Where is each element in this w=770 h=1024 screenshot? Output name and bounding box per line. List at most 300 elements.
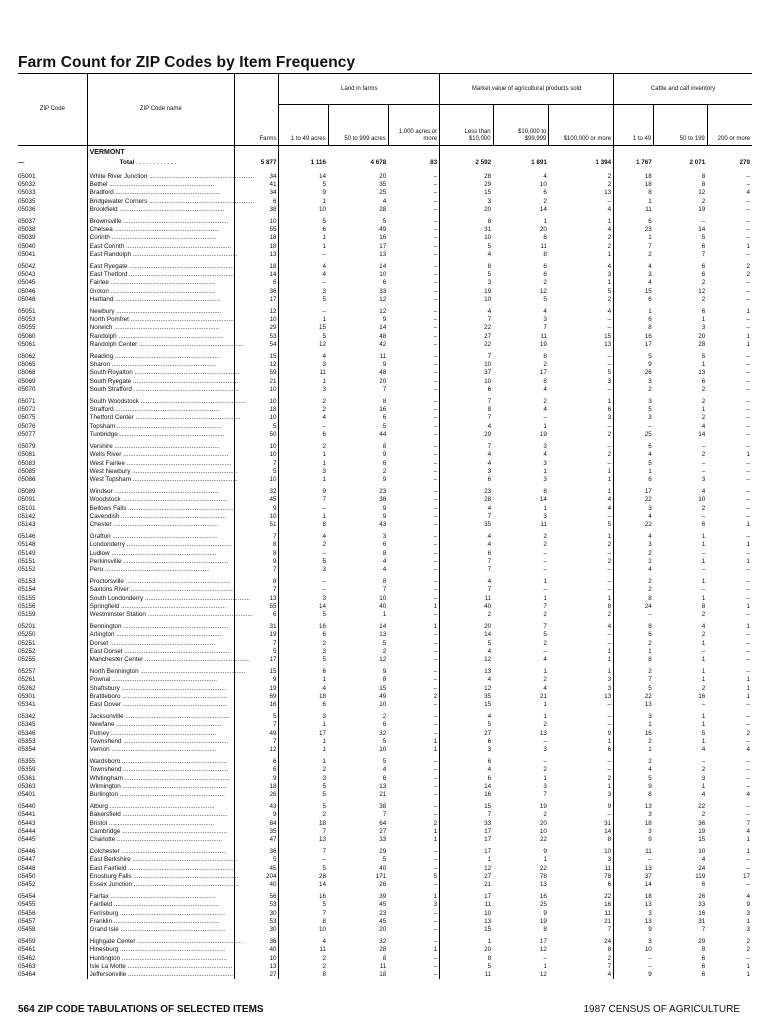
value-cell: 8 — [614, 324, 654, 332]
value-cell: – — [433, 729, 438, 737]
state-name: VERMONT — [87, 146, 234, 158]
zip-code-cell: 05401 — [18, 791, 36, 799]
value-cell: 5 — [279, 333, 328, 341]
value-cell: 22 — [539, 836, 547, 844]
value-cell: 14 — [698, 430, 706, 438]
dot-leader: ............................................................ — [143, 655, 250, 663]
dot-leader: ............................................................ — [137, 340, 244, 348]
value-cell: 6 — [234, 198, 279, 206]
table-row — [18, 918, 752, 926]
value-cell: 1 — [433, 946, 438, 954]
value-cell: – — [746, 316, 750, 324]
zip-name-cell: Bellows Falls ............................................................ — [87, 505, 234, 513]
zip-name-cell: Randolph ............................................................ — [87, 333, 234, 341]
value-cell: 16 — [279, 623, 328, 631]
zip-name-cell: East Ryegate ............................................................ — [87, 263, 234, 271]
value-cell: – — [614, 955, 654, 963]
value-cell: 1 — [746, 308, 750, 316]
value-cell: 13 — [614, 803, 654, 811]
value-cell: – — [433, 279, 438, 287]
dot-leader: ............................................................ — [112, 324, 220, 332]
value-cell: 11 — [614, 848, 654, 856]
value-cell: 22 — [614, 693, 654, 701]
value-cell: 8 — [279, 918, 328, 926]
value-cell: 24 — [604, 938, 612, 946]
value-cell: 9 — [614, 361, 654, 369]
value-cell: 1 — [279, 721, 328, 729]
value-cell: 6 — [701, 971, 706, 979]
zip-name-cell: West Newbury ............................................................ — [87, 468, 234, 476]
value-cell: 2 — [614, 586, 654, 594]
zip-name-cell: Reading ............................................................ — [87, 353, 234, 361]
zip-code-cell: 05035 — [18, 197, 36, 205]
value-cell: 1 — [607, 647, 612, 655]
value-cell: 16 — [614, 333, 654, 341]
zip-name-cell: East Fairfield ............................................................ — [87, 865, 234, 873]
table-row — [18, 234, 752, 242]
value-cell: 1 — [614, 746, 654, 754]
value-cell: 18 — [614, 173, 654, 181]
value-cell: – — [433, 586, 438, 594]
value-cell: – — [433, 443, 438, 451]
value-cell: – — [433, 316, 438, 324]
value-cell: 4 — [440, 251, 494, 259]
dot-leader: ............................................................ — [131, 475, 238, 483]
value-cell: 1 — [607, 467, 612, 475]
dot-leader: ............................................................ — [113, 406, 221, 414]
value-cell: – — [746, 361, 750, 369]
zip-code-cell: 05071 — [18, 398, 36, 406]
zip-code-cell: 05363 — [18, 782, 36, 790]
value-cell: 7 — [234, 721, 279, 729]
dot-leader: ............................................................ — [126, 971, 233, 979]
value-cell: 1 — [543, 713, 547, 721]
dot-leader: ............................................................ — [132, 881, 239, 889]
value-cell: 16 — [234, 701, 279, 709]
value-cell: 6 — [279, 701, 328, 709]
value-cell: 2 — [543, 811, 547, 819]
value-cell: 4 — [614, 766, 654, 774]
table-row — [18, 521, 752, 529]
dot-leader: ............................................................ — [123, 713, 231, 721]
value-cell: 2 — [382, 647, 387, 655]
value-cell: 11 — [604, 909, 612, 917]
value-cell: 17 — [440, 893, 494, 901]
value-cell: 2 — [279, 443, 328, 451]
value-cell: – — [746, 250, 750, 258]
zip-code-cell: 05053 — [18, 316, 36, 324]
value-cell: 9 — [234, 676, 279, 684]
value-cell: 6 — [701, 954, 706, 962]
value-cell: 11 — [379, 962, 387, 970]
value-cell: 27 — [234, 971, 279, 979]
value-cell: – — [433, 205, 438, 213]
value-cell: 2 — [440, 611, 494, 619]
table-row — [18, 836, 752, 844]
value-cell: 1 — [701, 639, 706, 647]
table-row — [18, 263, 752, 271]
total-row: — Total . . . . . . . . . . . . 5 877 1 116 4 678 83 2 592 1 891 1 394 1 767 2 071 279 — [18, 157, 752, 169]
value-cell: – — [433, 414, 438, 422]
total-value: 5 877 — [234, 157, 279, 169]
dot-leader: ............................................................ — [131, 385, 239, 393]
value-cell: 15 — [234, 668, 279, 676]
value-cell: 6 — [234, 758, 279, 766]
dot-leader: ............................................................ — [126, 504, 234, 512]
value-cell: 5 — [382, 856, 387, 864]
value-cell: 5 — [701, 234, 706, 242]
value-cell: 12 — [440, 685, 494, 693]
value-cell: 21 — [440, 881, 494, 889]
value-cell: 2 — [701, 811, 706, 819]
zip-name-header: ZIP Code name — [87, 74, 234, 146]
zip-name-cell: Townshend ............................................................ — [87, 766, 234, 774]
value-cell: 16 — [614, 730, 654, 738]
value-cell: – — [607, 811, 612, 819]
cattle-col-header: 1 to 49 — [614, 105, 654, 146]
value-cell: 18 — [614, 181, 654, 189]
value-cell: – — [433, 242, 438, 250]
zip-name-cell: Chelsea ............................................................ — [87, 226, 234, 234]
dot-leader: ............................................................ — [114, 308, 222, 316]
value-cell: 19 — [539, 803, 547, 811]
table-row — [18, 693, 752, 701]
value-cell: 2 — [543, 398, 547, 406]
value-cell: 47 — [234, 836, 279, 844]
value-cell: – — [433, 189, 438, 197]
value-cell: 11 — [440, 971, 494, 979]
value-cell: 1 — [279, 476, 328, 484]
dot-leader: ............................................................ — [119, 602, 227, 610]
value-cell: 6 — [234, 611, 279, 619]
dot-leader: ............................................................ — [147, 173, 255, 180]
value-cell: 3 — [279, 386, 328, 394]
zip-name-cell: Charlotte ............................................................ — [87, 836, 234, 844]
zip-code-cell: 05252 — [18, 647, 36, 655]
value-cell: 8 — [607, 602, 612, 610]
table-row — [18, 738, 752, 746]
zip-name-cell: Essex Junction ............................................................ — [87, 881, 234, 889]
zip-name-cell: Springfield ............................................................ — [87, 603, 234, 611]
value-cell: – — [701, 218, 706, 226]
table-row — [18, 251, 752, 259]
value-cell: 22 — [604, 893, 612, 901]
zip-code-cell: 05101 — [18, 504, 36, 512]
value-cell: 37 — [614, 873, 654, 881]
value-cell: – — [433, 856, 438, 864]
value-cell: 1 — [433, 836, 438, 844]
value-cell: 4 — [746, 746, 750, 753]
zip-name-cell: Townshend ............................................................ — [87, 738, 234, 746]
value-cell: 15 — [698, 836, 706, 844]
value-cell: 4 — [279, 685, 328, 693]
value-cell: 4 — [279, 938, 328, 946]
zip-code-cell: 05061 — [18, 340, 36, 348]
table-row — [18, 460, 752, 468]
value-cell: 1 — [614, 234, 654, 242]
value-cell: 21 — [234, 378, 279, 386]
zip-code-cell: 05070 — [18, 385, 36, 393]
value-cell: 3 — [614, 414, 654, 422]
value-cell: 12 — [440, 656, 494, 664]
value-cell: – — [543, 549, 547, 557]
value-cell: 3 — [543, 443, 547, 451]
value-cell: 32 — [379, 938, 387, 946]
zip-code-cell: 05457 — [18, 917, 36, 925]
value-cell: – — [433, 676, 438, 684]
value-cell: 5 — [382, 218, 387, 226]
zip-name-cell: Fairfield ............................................................ — [87, 901, 234, 909]
value-cell: 3 — [746, 926, 750, 934]
value-cell: 3 — [701, 324, 706, 332]
value-cell: 4 — [614, 263, 654, 271]
value-cell: 49 — [234, 730, 279, 738]
table-row — [18, 566, 752, 574]
value-cell: 18 — [234, 406, 279, 414]
table-row — [18, 353, 752, 361]
dot-leader: ............................................................ — [120, 782, 228, 790]
value-cell: 5 — [279, 181, 328, 189]
value-cell: 10 — [539, 181, 547, 189]
zip-name-cell: Wilmington ............................................................ — [87, 783, 234, 791]
value-cell: 7 — [234, 640, 279, 648]
value-cell: 1 — [746, 340, 750, 348]
value-cell: 11 — [440, 901, 494, 909]
value-cell: 4 — [279, 263, 328, 271]
value-cell: 2 — [543, 766, 547, 774]
value-cell: – — [433, 496, 438, 504]
value-cell: – — [746, 586, 750, 594]
value-cell: 12 — [234, 308, 279, 316]
table-row — [18, 496, 752, 504]
value-cell: – — [433, 594, 438, 602]
value-cell: 10 — [614, 946, 654, 954]
value-cell: 3 — [614, 505, 654, 513]
zip-code-cell: 05444 — [18, 827, 36, 835]
value-cell: – — [543, 414, 547, 422]
table-row — [18, 173, 752, 181]
value-cell: 14 — [604, 827, 612, 835]
value-cell: 5 — [614, 353, 654, 361]
value-cell: 28 — [279, 873, 328, 881]
zip-name-cell: Thetford Center ............................................................ — [87, 414, 234, 422]
value-cell: 8 — [440, 955, 494, 963]
value-cell: – — [746, 398, 750, 406]
dot-leader: ............................................................ — [122, 774, 230, 782]
zip-code-cell: 05462 — [18, 954, 36, 962]
table-row — [18, 451, 752, 459]
value-cell: 32 — [379, 729, 387, 737]
value-cell: 6 — [234, 766, 279, 774]
value-cell: 14 — [614, 881, 654, 889]
table-row — [18, 316, 752, 324]
value-cell: 23 — [440, 488, 494, 496]
value-cell: 28 — [379, 946, 387, 954]
table-row — [18, 595, 752, 603]
value-cell: 1 — [746, 541, 750, 549]
value-cell: – — [433, 287, 438, 295]
dot-leader: ............................................................ — [123, 578, 231, 586]
zip-code-cell: 05146 — [18, 533, 36, 541]
zip-code-cell: 05042 — [18, 263, 36, 271]
table-row — [18, 386, 752, 394]
value-cell: 1 — [701, 655, 706, 663]
value-cell: 8 — [382, 398, 387, 406]
value-cell: 12 — [539, 287, 547, 295]
zip-code-cell: 05142 — [18, 512, 36, 520]
value-cell: 1 — [543, 962, 547, 970]
value-cell: 1 — [614, 468, 654, 476]
value-cell: 5 — [440, 271, 494, 279]
value-cell: 5 — [543, 295, 547, 303]
value-cell: 5 — [234, 713, 279, 721]
value-cell: – — [433, 938, 438, 946]
value-cell: – — [433, 549, 438, 557]
zip-code-cell: 05001 — [18, 173, 36, 180]
value-cell: 1 — [543, 700, 547, 708]
dot-leader: ............................................................ — [121, 451, 229, 459]
dot-leader: ............................................................ — [120, 700, 228, 708]
zip-code-cell: 05201 — [18, 623, 36, 631]
dot-leader: ............................................................ — [131, 377, 239, 385]
value-cell: 17 — [614, 488, 654, 496]
value-cell: 1 — [701, 557, 706, 565]
value-cell: – — [279, 279, 328, 287]
value-cell: 2 — [746, 946, 750, 954]
value-cell: 19 — [539, 430, 547, 438]
value-cell: 1 — [701, 361, 706, 369]
value-cell: 10 — [279, 206, 328, 214]
value-cell: 7 — [234, 566, 279, 574]
value-cell: 1 — [607, 782, 612, 790]
table-row — [18, 775, 752, 783]
table-row — [18, 640, 752, 648]
value-cell: 8 — [701, 181, 706, 189]
value-cell: 11 — [440, 595, 494, 603]
value-cell: 10 — [234, 955, 279, 963]
table-row — [18, 623, 752, 631]
zip-code-cell: 05051 — [18, 308, 36, 316]
value-cell: – — [746, 369, 750, 377]
value-cell: 14 — [440, 631, 494, 639]
value-cell: 45 — [379, 901, 387, 909]
value-cell: 28 — [440, 496, 494, 504]
table-row — [18, 308, 752, 316]
zip-code-cell: 05086 — [18, 475, 36, 483]
value-cell: 30 — [234, 910, 279, 918]
value-cell: 8 — [701, 173, 706, 180]
value-cell: 35 — [440, 693, 494, 701]
value-cell: 12 — [539, 946, 547, 954]
value-cell: – — [433, 263, 438, 271]
value-cell: 31 — [698, 917, 706, 925]
value-cell: 16 — [440, 791, 494, 799]
value-cell: – — [433, 557, 438, 565]
value-cell: – — [543, 954, 547, 962]
value-cell: 13 — [279, 836, 328, 844]
value-cell: 5 — [701, 729, 706, 737]
value-cell: – — [433, 250, 438, 258]
value-cell: 4 — [279, 271, 328, 279]
value-cell: 14 — [379, 263, 387, 271]
value-cell: 1 — [279, 513, 328, 521]
value-cell: – — [746, 414, 750, 422]
value-cell: – — [433, 533, 438, 541]
zip-code-cell: 05152 — [18, 565, 36, 573]
value-cell: 3 — [607, 271, 612, 279]
zip-name-cell: South Strafford ............................................................ — [87, 386, 234, 394]
zip-name-cell: Hinesburg ............................................................ — [87, 946, 234, 954]
value-cell: 2 — [701, 451, 706, 459]
value-cell: 2 — [607, 451, 612, 459]
value-cell: 13 — [234, 963, 279, 971]
value-cell: 6 — [279, 631, 328, 639]
value-cell: 49 — [379, 226, 387, 234]
value-cell: 7 — [607, 962, 612, 970]
value-cell: 20 — [440, 946, 494, 954]
zip-code-cell: 05359 — [18, 766, 36, 774]
value-cell: – — [433, 406, 438, 414]
zip-code-cell: 05443 — [18, 819, 36, 827]
value-cell: 2 — [433, 692, 438, 700]
value-cell: 34 — [234, 173, 279, 181]
zip-name-cell: East Thetford ............................................................ — [87, 271, 234, 279]
value-cell: 9 — [234, 558, 279, 566]
value-cell: 13 — [604, 692, 612, 700]
value-cell: 21 — [379, 791, 387, 799]
zip-code-cell: 05077 — [18, 430, 36, 438]
value-cell: 3 — [543, 475, 547, 483]
value-cell: 26 — [614, 369, 654, 377]
value-cell: – — [433, 512, 438, 520]
value-cell: 34 — [234, 189, 279, 197]
value-cell: 3 — [382, 533, 387, 541]
value-cell: 12 — [379, 655, 387, 663]
zip-name-cell: Alburg ............................................................ — [87, 803, 234, 811]
value-cell: 23 — [614, 226, 654, 234]
value-cell: 6 — [440, 738, 494, 746]
value-cell: 31 — [234, 623, 279, 631]
value-cell: 44 — [379, 430, 387, 438]
value-cell: – — [746, 631, 750, 639]
table-row — [18, 226, 752, 234]
value-cell: 1 — [746, 836, 750, 844]
table-row — [18, 811, 752, 819]
value-cell: 53 — [234, 918, 279, 926]
value-cell: 17 — [539, 938, 547, 946]
zip-code-cell: 05083 — [18, 459, 36, 467]
value-cell: 1 — [746, 623, 750, 631]
value-cell: 10 — [440, 378, 494, 386]
value-cell: 3 — [701, 475, 706, 483]
value-cell: 2 — [279, 766, 328, 774]
value-cell: 18 — [234, 263, 279, 271]
value-cell: 3 — [279, 648, 328, 656]
value-cell: 10 — [604, 848, 612, 856]
value-cell: 2 — [607, 954, 612, 962]
value-cell: 4 — [440, 423, 494, 431]
value-cell: 1 — [701, 676, 706, 684]
value-cell: – — [433, 639, 438, 647]
value-cell: – — [746, 512, 750, 520]
value-cell: 45 — [234, 865, 279, 873]
value-cell: – — [433, 451, 438, 459]
value-cell: 5 — [234, 423, 279, 431]
table-row — [18, 603, 752, 611]
dot-leader: ............................................................ — [120, 496, 228, 504]
value-cell: 5 — [279, 218, 328, 226]
zip-name-cell: Fairlee ............................................................ — [87, 279, 234, 287]
